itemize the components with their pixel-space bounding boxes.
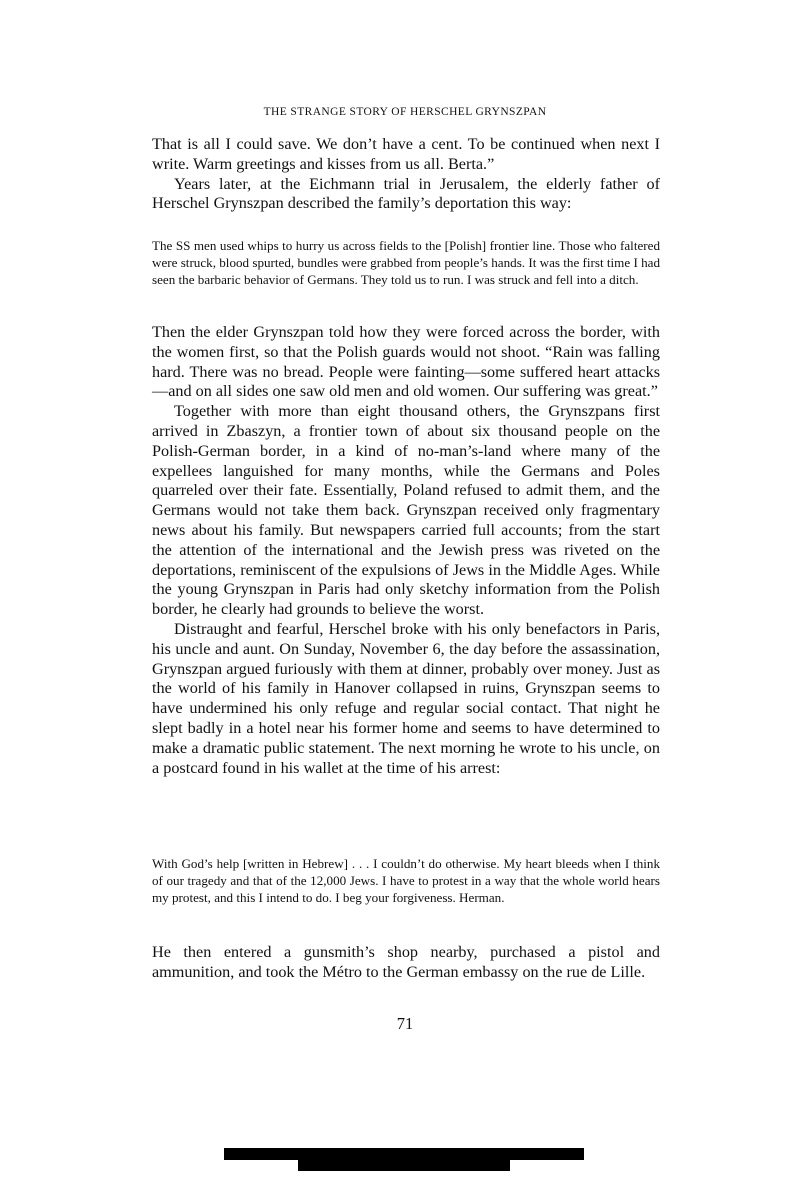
block-quote-postcard <box>152 855 660 907</box>
paragraph-forced-across-border: Then the elder Grynszpan told how they were forced across the border, with the women first, so that the Polish guards would not shoot. “Rain was falling hard. There was no bread. People were fainting—some suffered heart attacks—and on all sides one saw old men and old women. Our suffering was great.” <box>152 323 660 401</box>
paragraph-zbaszyn: Together with more than eight thousand others, the Grynszpans first arrived in Zbaszyn, a frontier town of about six thousand people on the Polish-German border, in a kind of no-man’s-land where many of the expellees languished for many months, while the Germans and Poles quarreled over their fate. Essentially, Poland refused to admit them, and the Germans would not take them back. Grynszpan received only fragmentary news about his family. But newspapers carried full accounts; from the start the attention of the international and the Jewish press was riveted on the deportations, reminiscent of the expulsions of Jews in the Middle Ages. While the young Grynszpan in Paris had only sketchy information from the Polish border, he clearly had grounds to believe the worst. <box>152 402 660 619</box>
body-section-3 <box>152 943 660 983</box>
body-section-1 <box>152 135 660 214</box>
paragraph-distraught: Distraught and fearful, Herschel broke with his only benefactors in Paris, his uncle and aunt. On Sunday, November 6, the day before the assassination, Grynszpan argued furiously with them at dinner, probably over money. Just as the world of his family in Hanover collapsed in ruins, Grynszpan seems to have undermined his only refuge and regular social contact. That night he slept badly in a hotel near his former home and seems to have determined to make a dramatic public statement. The next morning he wrote to his uncle, on a postcard found in his wallet at the time of his arrest: <box>152 619 660 777</box>
running-head: THE STRANGE STORY OF HERSCHEL GRYNSZPAN <box>263 106 547 118</box>
quote-postcard-text: With God’s help [written in Hebrew] . . . I couldn’t do otherwise. My heart bleeds when I think of our tragedy and that of the 12,000 Jews. I have to protest in a way that the whole world hears my protest, and this I intend to do. I beg your forgiveness. Herman. <box>152 856 660 906</box>
page-number: 71 <box>396 1014 414 1033</box>
scan-edge-bar-upper <box>224 1148 584 1160</box>
block-quote-father-testimony <box>152 237 660 289</box>
paragraph-letter-closing: That is all I could save. We don’t have a cent. To be continued when next I write. Warm greetings and kisses from us all. Berta.” <box>152 135 660 173</box>
scan-edge-bar-lower <box>298 1160 510 1171</box>
body-section-2 <box>152 323 660 778</box>
paragraph-gunsmith: He then entered a gunsmith’s shop nearby, purchased a pistol and ammunition, and took the Métro to the German embassy on the rue de Lille. <box>152 943 660 981</box>
paragraph-eichmann-trial: Years later, at the Eichmann trial in Jerusalem, the elderly father of Herschel Grynszpan described the family’s deportation this way: <box>152 174 660 213</box>
quote-father-text: The SS men used whips to hurry us across fields to the [Polish] frontier line. Those who faltered were struck, blood spurted, bundles were grabbed from people’s hands. It was the first time I had seen the barbaric behavior of Germans. They told us to run. I was struck and fell into a ditch. <box>152 238 660 288</box>
